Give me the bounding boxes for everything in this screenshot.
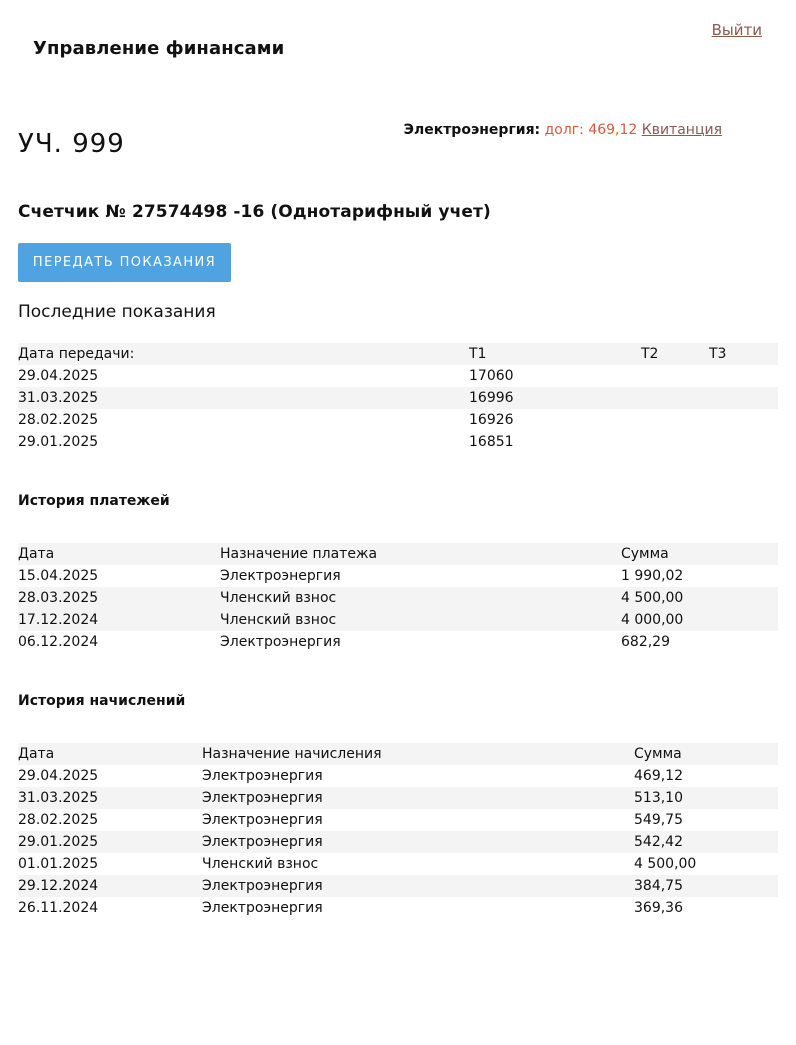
submit-readings-button[interactable]: ПЕРЕДАТЬ ПОКАЗАНИЯ: [18, 243, 231, 282]
charge-purpose: Электроэнергия: [202, 834, 323, 850]
charge-date: 29.04.2025: [18, 768, 99, 784]
table-row: [18, 631, 778, 653]
readings-title: Последние показания: [18, 302, 216, 322]
payment-amount: 4 000,00: [621, 612, 684, 628]
reading-date: 28.02.2025: [18, 412, 99, 428]
service-label: Электроэнергия:: [403, 122, 541, 138]
reading-t1: 17060: [469, 368, 514, 384]
payment-date: 15.04.2025: [18, 568, 99, 584]
payment-amount: 4 500,00: [621, 590, 684, 606]
column-header-t2: Т2: [641, 346, 659, 362]
table-row: [18, 431, 778, 453]
table-row: [18, 365, 778, 387]
reading-t3: [709, 409, 778, 431]
payments-title: История платежей: [18, 493, 170, 509]
charge-amount: 384,75: [634, 878, 683, 894]
payment-amount: 682,29: [621, 634, 670, 650]
column-header-date: Дата: [18, 746, 55, 762]
meter-title: Счетчик № 27574498 -16 (Однотарифный учет): [18, 202, 491, 222]
app-title: Управление финансами: [33, 38, 285, 59]
table-row: [18, 875, 778, 897]
reading-t3: [709, 431, 778, 453]
charge-purpose: Электроэнергия: [202, 790, 323, 806]
charge-purpose: Электроэнергия: [202, 900, 323, 916]
readings-table: [18, 343, 778, 453]
reading-t2: [641, 365, 709, 387]
column-header-purpose: Назначение начисления: [202, 746, 382, 762]
payment-purpose: Электроэнергия: [220, 568, 341, 584]
payment-amount: 1 990,02: [621, 568, 684, 584]
table-row: [18, 897, 778, 919]
payment-date: 28.03.2025: [18, 590, 99, 606]
charge-date: 31.03.2025: [18, 790, 99, 806]
charge-date: 26.11.2024: [18, 900, 99, 916]
reading-t2: [641, 387, 709, 409]
charge-amount: 469,12: [634, 768, 683, 784]
table-row: [18, 831, 778, 853]
column-header-t1: Т1: [469, 346, 487, 362]
payment-purpose: Электроэнергия: [220, 634, 341, 650]
payments-table: [18, 543, 778, 653]
table-header-row: [18, 743, 778, 765]
reading-t2: [641, 431, 709, 453]
payment-purpose: Членский взнос: [220, 612, 337, 628]
receipt-link[interactable]: Квитанция: [641, 122, 722, 138]
charge-amount: 513,10: [634, 790, 683, 806]
payment-date: 06.12.2024: [18, 634, 99, 650]
column-header-date: Дата: [18, 546, 55, 562]
column-header-amount: Сумма: [621, 546, 669, 562]
reading-date: 29.04.2025: [18, 368, 99, 384]
table-row: [18, 609, 778, 631]
table-row: [18, 409, 778, 431]
charge-amount: 369,36: [634, 900, 683, 916]
payment-purpose: Членский взнос: [220, 590, 337, 606]
reading-t2: [641, 409, 709, 431]
charge-amount: 549,75: [634, 812, 683, 828]
table-row: [18, 587, 778, 609]
reading-t3: [709, 365, 778, 387]
charge-purpose: Электроэнергия: [202, 768, 323, 784]
table-row: [18, 853, 778, 875]
charge-date: 01.01.2025: [18, 856, 99, 872]
debt-summary: [404, 122, 722, 138]
reading-t1: 16996: [469, 390, 514, 406]
charge-amount: 542,42: [634, 834, 683, 850]
charge-purpose: Электроэнергия: [202, 878, 323, 894]
reading-date: 31.03.2025: [18, 390, 99, 406]
column-header-amount: Сумма: [634, 746, 682, 762]
reading-t3: [709, 387, 778, 409]
table-row: [18, 565, 778, 587]
charges-table: [18, 743, 778, 919]
column-header-purpose: Назначение платежа: [220, 546, 378, 562]
reading-date: 29.01.2025: [18, 434, 99, 450]
charge-date: 28.02.2025: [18, 812, 99, 828]
charge-purpose: Электроэнергия: [202, 812, 323, 828]
charge-date: 29.12.2024: [18, 878, 99, 894]
reading-t1: 16926: [469, 412, 514, 428]
table-row: [18, 787, 778, 809]
table-header-row: [18, 543, 778, 565]
table-row: [18, 387, 778, 409]
column-header-t3: Т3: [709, 346, 727, 362]
reading-t1: 16851: [469, 434, 514, 450]
column-header-date: Дата передачи:: [18, 346, 135, 362]
table-row: [18, 809, 778, 831]
table-header-row: [18, 343, 778, 365]
table-row: [18, 765, 778, 787]
payment-date: 17.12.2024: [18, 612, 99, 628]
plot-title: УЧ. 999: [18, 129, 125, 159]
logout-link[interactable]: Выйти: [711, 21, 762, 39]
charge-date: 29.01.2025: [18, 834, 99, 850]
charge-purpose: Членский взнос: [202, 856, 319, 872]
charge-amount: 4 500,00: [634, 856, 697, 872]
debt-amount: долг: 469,12: [544, 122, 638, 138]
charges-title: История начислений: [18, 693, 186, 709]
